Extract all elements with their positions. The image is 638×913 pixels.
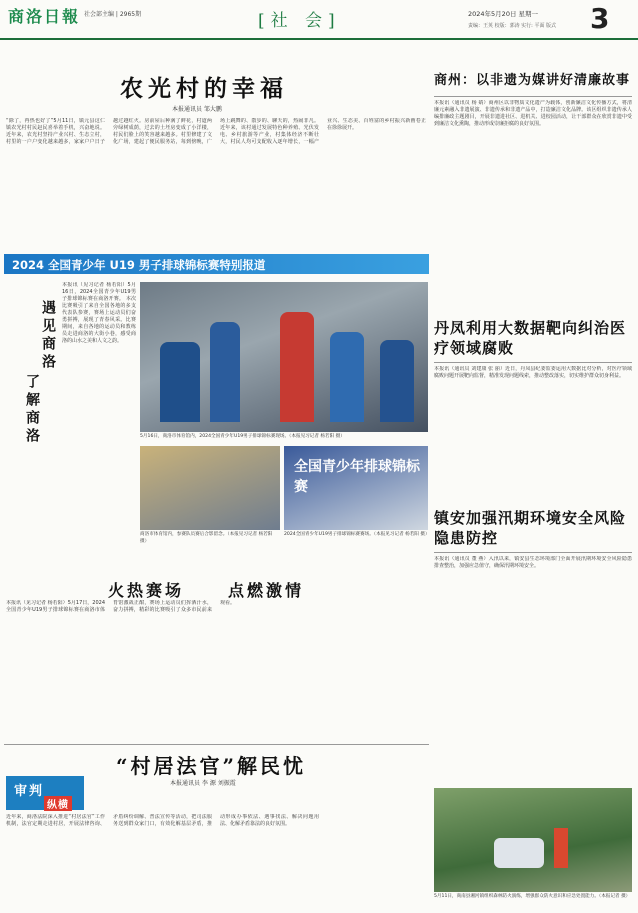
divider [4, 744, 429, 745]
photo-caption-3: 2024全国青少年U19男子排球锦标赛赛场。（本报见习记者 杨若阳 摄） [284, 532, 430, 537]
match-photo [284, 446, 428, 530]
zhenan-body: 本报讯（通讯员 董 燕）入汛以来，镇安县生态环境部门全面开展汛期环境安全风险隐患排查整治，加强应急值守，确保汛期环境安全。 [434, 556, 632, 569]
team-photo [140, 282, 428, 432]
feature-body: “除了，再热也好了”5月11日，镇元县这仁镇农光村村民赵民喜举着手机，兴奋地说。近年来，农光村坚持产业兴村、生态立村，村里的一户户变化越来越多，家家户户日子越过越红火。房前屋后种满了鲜花，村道两旁绿树成荫，过去的土坯房变成了小洋楼，村民们脸上的笑容越来越多。村里修建了文化广场，建起了便民服务站，每到傍晚，广场上跳舞的、散步的、聊天的，热闹非凡。近年来，该村通过发展特色种养殖、光伏发电、乡村旅游等产业，村集体经济不断壮大，村民人均可支配收入逐年增长，一幅产业兴、生态美、百姓富的乡村振兴新画卷正在徐徐展开。 [6, 118, 426, 145]
masthead-editors: 责编：王英 校版：郭涛 实行: 平面 版式 [468, 23, 557, 29]
judge-column-title: 审判 [14, 784, 45, 799]
volleyball-body: 本次比赛吸引了来自全国各地的多支代表队参赛，赛场上运动员们奋勇拼搏，展现了青春风采。比赛期间，来自各地的运动员和教练员走进商洛的大街小巷，感受商洛的山水之美和人文之韵。 [62, 296, 136, 344]
divider [434, 96, 632, 97]
divider [434, 552, 632, 553]
newspaper-logo: 商洛日報 [8, 7, 81, 26]
volleyball-sub-body: 本报讯（见习记者 杨若阳）5月17日，2024全国青少年U19男子排球锦标赛在商洛市体育馆激战正酣，赛场上运动员们挥洒汗水，奋力拼搏，精彩的比赛吸引了众多市民前来观看。 [6, 600, 236, 613]
masthead-sub: 社会部主编 | 2965期 [84, 11, 142, 18]
special-report-banner: 2024 全国青少年 U19 男子排球锦标赛特别报道 [4, 254, 429, 274]
issue-date: 2024年5月20日 星期一 [468, 10, 539, 18]
shangzhou-body: 本报讯（通讯员 杨 婧）商州区以非物质文化遗产为载体，创新廉洁文化传播方式，将清廉元素融入非遗展演、非遗传承和非遗产品中，打造廉洁文化品牌。该区组织非遗传承人编排廉政主题剧目，开展非遗进社区、进机关、进校园活动，让干部群众在欣赏非遗中受到廉洁文化熏陶，推动形成崇廉拒腐的良好氛围。 [434, 100, 632, 127]
photo-caption-2: 商洛市体育馆内，参赛队员赛后合影留念。（本报见习记者 杨若阳 摄） [140, 532, 273, 544]
judge-column-tag: 纵横 [44, 796, 72, 811]
subhead-left: 火热赛场 [108, 581, 185, 600]
law-body: 近年来，商洛法院深入推进“村居法官”工作机制，法官定期走进村居，开展法律咨询、矛盾纠纷调解、普法宣传等活动，把司法服务送到群众家门口，有效化解基层矛盾，推动形成办事依法、遇事找法、解决问题用法、化解矛盾靠法的良好氛围。 [6, 814, 319, 827]
section-title: [社 会] [258, 11, 341, 31]
feature-byline: 本报通讯员 邹大鹏 [172, 106, 222, 113]
feature-title: 农光村的幸福 [120, 75, 288, 102]
fire-drill-photo [434, 788, 632, 892]
volleyball-byline: 本报讯（见习记者 杨若阳）5月16日，2024全国青少年U19男子排球锦标赛在商洛开赛。 [62, 282, 136, 302]
shangzhou-title: 商州：以非遗为媒讲好清廉故事 [434, 73, 631, 88]
group-photo [140, 446, 280, 530]
law-title: “村居法官”解民忧 [116, 754, 307, 778]
subhead-right: 点燃激情 [228, 581, 305, 600]
law-byline: 本报通讯员 李 源 刘振霞 [170, 780, 236, 787]
vertical-slogan-left: 遇见商洛 [40, 300, 56, 372]
danfeng-title: 丹凤利用大数据靶向纠治医疗领域腐败 [434, 319, 627, 357]
arena-sign: 全国青少年排球锦标赛 [294, 459, 420, 495]
photo-caption-1: 5月16日，商洛市体育馆内，2024全国青少年U19男子排球锦标赛现场。（本报见习记者 杨若阳 摄） [140, 434, 345, 439]
danfeng-body: 本报讯（通讯员 刘建康 张 丽）近日，丹凤县纪委监委运用大数据比对分析，对医疗领域腐败问题开展靶向监督，精准发现问题线索，推动整改落实，切实维护群众切身利益。 [434, 366, 632, 379]
zhenan-title: 镇安加强汛期环境安全风险隐患防控 [434, 509, 627, 547]
photo-caption-bottom: 5月11日，商南县湘河镇组织森林防火演练，增强群众防火意识和应急处置能力。（本报记者 摄） [434, 894, 631, 899]
volleyball-byline-body [62, 282, 136, 562]
vertical-slogan-right: 了解商洛 [24, 374, 40, 446]
divider [434, 362, 632, 363]
page-number: 3 [590, 2, 610, 35]
